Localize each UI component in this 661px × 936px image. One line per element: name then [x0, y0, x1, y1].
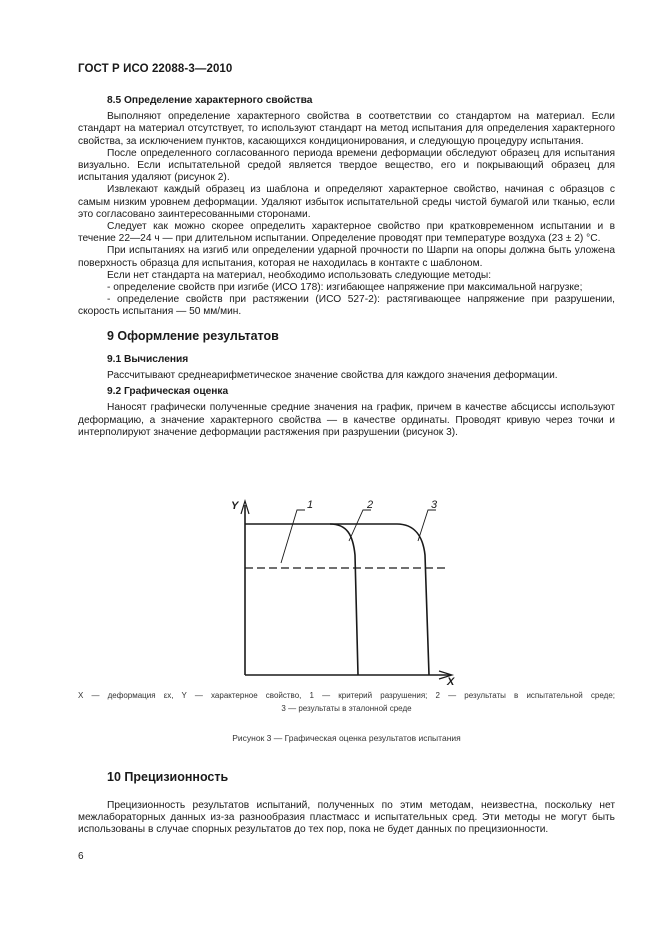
curve-label-2: 2 [367, 499, 374, 511]
y-axis-label: Y [231, 500, 239, 512]
paragraph: Извлекают каждый образец из шаблона и определяют характерное свойство, начиная с образцов с самым низким уровнем деформации. Удаляют избыток испытательной среды чистой бумагой или тканью, если это согласовано заинтересованными сторонами. [78, 184, 615, 220]
paragraph: Следует как можно скорее определить характерное свойство при кратковременном испытании и в течение 22—24 ч — при длительном испытании. Определение проводят при температуре воздуха (23 ± 2) °С. [78, 221, 615, 245]
section-9-heading: 9 Оформление результатов [107, 328, 279, 343]
section-10-content [78, 800, 615, 837]
leader-line-1 [281, 510, 305, 563]
curve-label-3: 3 [431, 499, 438, 511]
legend-line-1: X — деформация εx, Y — характерное свойство, 1 — критерий разрушения; 2 — результаты в испытательной среде; [78, 691, 615, 700]
legend-line-2: 3 — результаты в эталонной среде [281, 704, 412, 713]
paragraph: Рассчитывают среднеарифметическое значение свойства для каждого значения деформации. [107, 370, 558, 382]
list-item: - определение свойств при растяжении (ИСО 527-2): растягивающее напряжение при разрушении, скорость испытания — 50 мм/мин. [78, 294, 615, 318]
paragraph: Если нет стандарта на материал, необходимо использовать следующие методы: [107, 269, 492, 281]
main-content [78, 95, 615, 439]
document-header: ГОСТ Р ИСО 22088-3—2010 [78, 63, 233, 75]
section-8-5-heading: 8.5 Определение характерного свойства [107, 95, 313, 106]
section-10-heading: 10 Прецизионность [107, 770, 229, 784]
x-axis-label: X [447, 676, 455, 688]
figure-legend [78, 689, 615, 715]
page-number: 6 [78, 851, 84, 862]
leader-line-2 [349, 510, 371, 541]
paragraph: После определенного согласованного периода времени деформации обследуют образец для испытания визуально. Если испытательной средой является твердое вещество, его и покрывающий образец для испытания удаляют (рисунок 2). [78, 147, 615, 184]
paragraph: Прецизионность результатов испытаний, полученных по этим методам, неизвестна, поскольку нет межлабораторных данных из-за разнообразия пластмасс и испытательных сред. Эти методы не могут быть использованы в случае спорных результатов до тех пор, пока не будет данных по прецизионности. [78, 800, 615, 836]
paragraph: Выполняют определение характерного свойства в соответствии со стандартом на материал. Если стандарт на материал отсутствует, то используют стандарт на метод испытания для определения характерного свойства, за исключением пунктов, касающихся кондиционирования, и следующую процедуру испытания. [78, 111, 615, 147]
paragraph: При испытаниях на изгиб или определении ударной прочности по Шарпи на опоры должна быть уложена поверхность образца для испытания, которая не находилась в контакте с шаблоном. [78, 245, 615, 269]
leader-line-3 [418, 510, 436, 541]
figure-caption: Рисунок 3 — Графическая оценка результатов испытания [232, 733, 461, 743]
section-9-1-heading: 9.1 Вычисления [107, 353, 189, 365]
paragraph: Наносят графически полученные средние значения на график, причем в качестве абсциссы используют деформацию, а значение характерного свойства — в качестве ординаты. Проводят кривую через точки и интерполируют значение деформации растяжения при разрушении (рисунок 3). [78, 402, 615, 438]
figure-3-graph [225, 495, 465, 688]
list-item: - определение свойств при изгибе (ИСО 178): изгибающее напряжение при максимальной нагрузке; [107, 282, 583, 294]
section-9-2-heading: 9.2 Графическая оценка [107, 386, 229, 398]
curve-test-medium [245, 524, 358, 675]
curve-label-1: 1 [307, 499, 314, 511]
curve-reference-medium [330, 524, 429, 675]
